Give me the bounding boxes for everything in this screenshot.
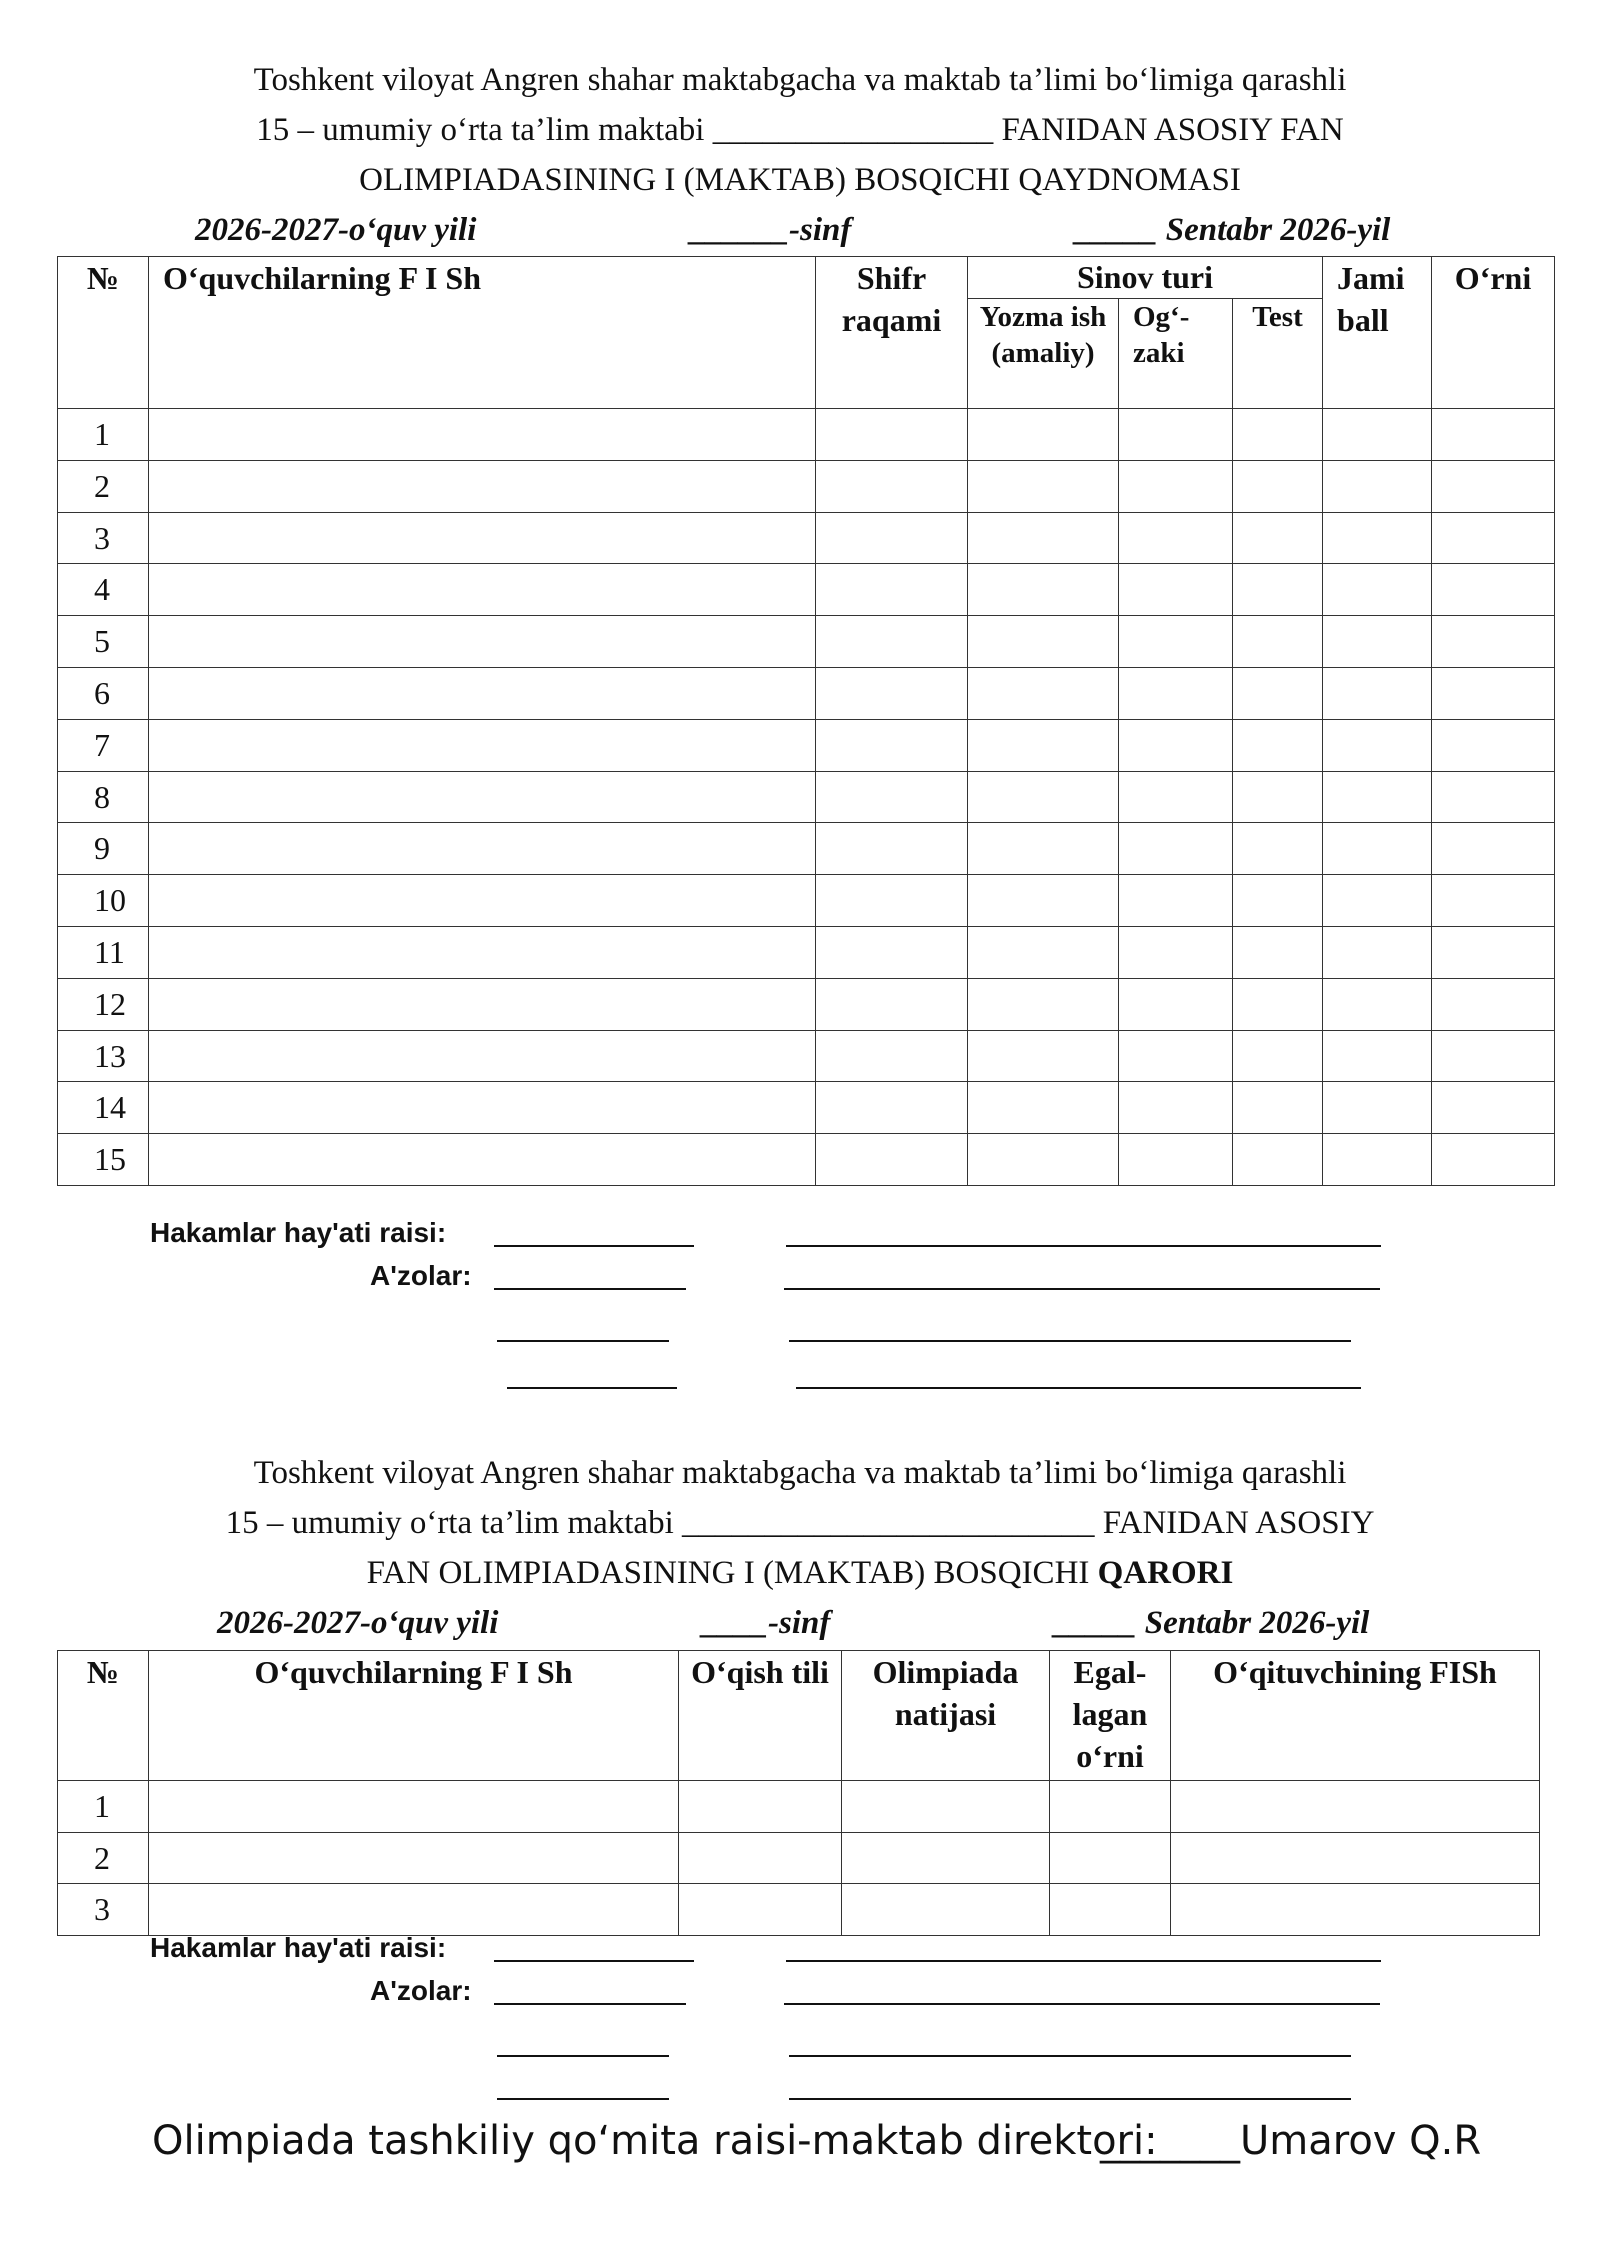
doc2-jury-chair-label: Hakamlar hay'ati raisi: bbox=[150, 1932, 447, 1963]
table-cell[interactable] bbox=[1119, 616, 1233, 668]
table-cell[interactable] bbox=[1432, 460, 1555, 512]
table-cell[interactable] bbox=[1432, 512, 1555, 564]
doc1-member1-sign-line bbox=[494, 1288, 686, 1290]
table-cell[interactable] bbox=[1233, 771, 1323, 823]
table-cell[interactable] bbox=[1233, 1134, 1323, 1186]
table-cell[interactable] bbox=[1119, 771, 1233, 823]
table-cell[interactable] bbox=[1119, 409, 1233, 461]
table-row bbox=[58, 771, 1555, 823]
table-row bbox=[58, 719, 1555, 771]
table-cell[interactable] bbox=[149, 926, 816, 978]
table-cell[interactable] bbox=[1119, 875, 1233, 927]
table-cell[interactable] bbox=[1432, 409, 1555, 461]
table-row bbox=[58, 616, 1555, 668]
table-row bbox=[58, 667, 1555, 719]
doc2-member2-name-line bbox=[789, 2055, 1351, 2057]
col-header-place: O‘rni bbox=[1432, 257, 1555, 409]
doc2-header-line2: 15 – umumiy o‘rta ta’lim maktabi _________________________ FANIDAN ASOSIY bbox=[225, 1505, 1375, 1541]
table-cell[interactable] bbox=[1323, 926, 1432, 978]
table-cell[interactable] bbox=[816, 1082, 968, 1134]
table-row bbox=[58, 926, 1555, 978]
table-cell[interactable] bbox=[149, 667, 816, 719]
table-cell[interactable] bbox=[1323, 978, 1432, 1030]
row-number: 2 bbox=[58, 460, 149, 512]
table-cell[interactable] bbox=[1323, 771, 1432, 823]
doc1-date: _____ Sentabr 2026-yil bbox=[1075, 212, 1391, 248]
row-number: 1 bbox=[58, 409, 149, 461]
table-cell[interactable] bbox=[1119, 978, 1233, 1030]
doc2-header-line3 bbox=[0, 1548, 1600, 1598]
row-number: 6 bbox=[58, 667, 149, 719]
table-cell[interactable] bbox=[842, 1781, 1050, 1833]
table-cell[interactable] bbox=[816, 771, 968, 823]
table-cell[interactable] bbox=[1171, 1832, 1540, 1884]
row-number: 7 bbox=[58, 719, 149, 771]
table-cell[interactable] bbox=[816, 978, 968, 1030]
row-number: 10 bbox=[58, 875, 149, 927]
row-number: 13 bbox=[58, 1030, 149, 1082]
table-cell[interactable] bbox=[968, 564, 1119, 616]
table-cell[interactable] bbox=[679, 1781, 842, 1833]
table-cell[interactable] bbox=[149, 409, 816, 461]
table-cell[interactable] bbox=[149, 1134, 816, 1186]
col-header-no: № bbox=[58, 1651, 149, 1781]
doc1-header-line3: OLIMPIADASINING I (MAKTAB) BOSQICHI QAYDNOMASI bbox=[359, 162, 1241, 198]
table-cell[interactable] bbox=[968, 1134, 1119, 1186]
table-cell[interactable] bbox=[1233, 823, 1323, 875]
table-cell[interactable] bbox=[968, 667, 1119, 719]
col-header-result: Olimpiada natijasi bbox=[842, 1651, 1050, 1781]
table-cell[interactable] bbox=[1233, 512, 1323, 564]
table-cell[interactable] bbox=[1119, 926, 1233, 978]
col-header-test: Test bbox=[1233, 299, 1323, 409]
table-cell[interactable] bbox=[149, 978, 816, 1030]
table-cell[interactable] bbox=[816, 926, 968, 978]
table-cell[interactable] bbox=[816, 512, 968, 564]
table-cell[interactable] bbox=[149, 771, 816, 823]
table-cell[interactable] bbox=[1432, 719, 1555, 771]
table-cell[interactable] bbox=[1233, 719, 1323, 771]
doc1-table bbox=[57, 256, 1555, 1186]
table-cell[interactable] bbox=[149, 512, 816, 564]
table-cell[interactable] bbox=[968, 926, 1119, 978]
table-row bbox=[58, 1832, 1540, 1884]
table-cell[interactable] bbox=[1323, 460, 1432, 512]
doc2-class: ____-sinf bbox=[702, 1605, 831, 1641]
table-cell[interactable] bbox=[1432, 978, 1555, 1030]
table-cell[interactable] bbox=[149, 460, 816, 512]
table-cell[interactable] bbox=[1119, 460, 1233, 512]
table-row bbox=[58, 1884, 1540, 1936]
table-cell[interactable] bbox=[1050, 1884, 1171, 1936]
table-cell[interactable] bbox=[1323, 616, 1432, 668]
table-cell[interactable] bbox=[816, 460, 968, 512]
col-header-written: Yozma ish (amaliy) bbox=[968, 299, 1119, 409]
table-row bbox=[58, 512, 1555, 564]
table-cell[interactable] bbox=[1432, 926, 1555, 978]
row-number: 14 bbox=[58, 1082, 149, 1134]
doc1-member2-name-line bbox=[789, 1340, 1351, 1342]
doc2-date: _____ Sentabr 2026-yil bbox=[1054, 1605, 1370, 1641]
table-cell[interactable] bbox=[816, 875, 968, 927]
table-cell[interactable] bbox=[1432, 875, 1555, 927]
doc2-table bbox=[57, 1650, 1540, 1936]
doc1-member1-name-line bbox=[784, 1288, 1380, 1290]
table-cell[interactable] bbox=[1119, 1030, 1233, 1082]
table-cell[interactable] bbox=[1171, 1781, 1540, 1833]
doc1-header-line1: Toshkent viloyat Angren shahar maktabgacha va maktab ta’limi bo‘limiga qarashli bbox=[253, 62, 1347, 98]
table-cell[interactable] bbox=[1432, 1134, 1555, 1186]
footer-director-name: _______Umarov Q.R bbox=[1100, 2118, 1482, 2164]
doc2-chair-sign-line bbox=[494, 1960, 694, 1962]
row-number: 15 bbox=[58, 1134, 149, 1186]
table-cell[interactable] bbox=[968, 823, 1119, 875]
row-number: 9 bbox=[58, 823, 149, 875]
table-cell[interactable] bbox=[968, 719, 1119, 771]
table-cell[interactable] bbox=[1323, 1134, 1432, 1186]
table-cell[interactable] bbox=[149, 1832, 679, 1884]
table-cell[interactable] bbox=[1323, 1082, 1432, 1134]
col-header-code: Shifr raqami bbox=[816, 257, 968, 409]
table-cell[interactable] bbox=[968, 978, 1119, 1030]
doc2-year: 2026-2027-o‘quv yili bbox=[217, 1605, 499, 1641]
table-cell[interactable] bbox=[1233, 978, 1323, 1030]
doc2-member2-sign-line bbox=[497, 2055, 669, 2057]
doc1-chair-name-line bbox=[786, 1245, 1381, 1247]
table-row bbox=[58, 409, 1555, 461]
doc1-jury-chair-label: Hakamlar hay'ati raisi: bbox=[150, 1217, 447, 1248]
table-cell[interactable] bbox=[1323, 875, 1432, 927]
row-number: 2 bbox=[58, 1832, 149, 1884]
table-cell[interactable] bbox=[968, 616, 1119, 668]
table-row bbox=[58, 564, 1555, 616]
doc2-chair-name-line bbox=[786, 1960, 1381, 1962]
table-row bbox=[58, 875, 1555, 927]
table-cell[interactable] bbox=[149, 1030, 816, 1082]
table-cell[interactable] bbox=[968, 460, 1119, 512]
table-cell[interactable] bbox=[1119, 1134, 1233, 1186]
doc1-member3-name-line bbox=[796, 1387, 1361, 1389]
row-number: 12 bbox=[58, 978, 149, 1030]
table-cell[interactable] bbox=[149, 823, 816, 875]
doc2-member3-sign-line bbox=[497, 2098, 669, 2100]
row-number: 11 bbox=[58, 926, 149, 978]
col-header-place: Egal-lagan o‘rni bbox=[1050, 1651, 1171, 1781]
table-cell[interactable] bbox=[1323, 409, 1432, 461]
doc1-header-line2: 15 – umumiy o‘rta ta’lim maktabi _________________ FANIDAN ASOSIY FAN bbox=[256, 112, 1344, 148]
table-cell[interactable] bbox=[842, 1884, 1050, 1936]
table-cell[interactable] bbox=[1050, 1781, 1171, 1833]
table-cell[interactable] bbox=[1233, 460, 1323, 512]
table-row bbox=[58, 1781, 1540, 1833]
table-cell[interactable] bbox=[842, 1832, 1050, 1884]
table-row bbox=[58, 460, 1555, 512]
table-cell[interactable] bbox=[149, 719, 816, 771]
table-cell[interactable] bbox=[816, 616, 968, 668]
doc2-members-label: A'zolar: bbox=[370, 1975, 472, 2006]
doc1-members-label: A'zolar: bbox=[370, 1260, 472, 1291]
doc2-header-line3-text: FAN OLIMPIADASINING I (MAKTAB) BOSQICHI bbox=[366, 1555, 1098, 1591]
doc1-year: 2026-2027-o‘quv yili bbox=[195, 212, 477, 248]
table-cell[interactable] bbox=[1119, 564, 1233, 616]
doc2-header-line1: Toshkent viloyat Angren shahar maktabgacha va maktab ta’limi bo‘limiga qarashli bbox=[253, 1455, 1347, 1491]
table-cell[interactable] bbox=[1432, 1082, 1555, 1134]
table-cell[interactable] bbox=[1119, 667, 1233, 719]
table-row bbox=[58, 1030, 1555, 1082]
row-number: 4 bbox=[58, 564, 149, 616]
col-header-total: Jami ball bbox=[1323, 257, 1432, 409]
table-cell[interactable] bbox=[1323, 564, 1432, 616]
col-header-teacher: O‘qituvchining FISh bbox=[1171, 1651, 1540, 1781]
table-cell[interactable] bbox=[149, 564, 816, 616]
table-cell[interactable] bbox=[1233, 875, 1323, 927]
table-cell[interactable] bbox=[1233, 616, 1323, 668]
table-cell[interactable] bbox=[1171, 1884, 1540, 1936]
table-cell[interactable] bbox=[1233, 667, 1323, 719]
table-cell[interactable] bbox=[1233, 926, 1323, 978]
table-cell[interactable] bbox=[968, 771, 1119, 823]
row-number: 8 bbox=[58, 771, 149, 823]
table-cell[interactable] bbox=[1432, 667, 1555, 719]
table-cell[interactable] bbox=[1432, 564, 1555, 616]
table-cell[interactable] bbox=[816, 719, 968, 771]
table-cell[interactable] bbox=[1323, 719, 1432, 771]
doc1-member2-sign-line bbox=[497, 1340, 669, 1342]
row-number: 5 bbox=[58, 616, 149, 668]
table-cell[interactable] bbox=[816, 1134, 968, 1186]
doc2-member1-name-line bbox=[784, 2003, 1380, 2005]
doc2-member3-name-line bbox=[789, 2098, 1351, 2100]
table-cell[interactable] bbox=[968, 409, 1119, 461]
table-cell[interactable] bbox=[1323, 667, 1432, 719]
table-cell[interactable] bbox=[968, 512, 1119, 564]
row-number: 1 bbox=[58, 1781, 149, 1833]
row-number: 3 bbox=[58, 512, 149, 564]
col-header-test-type: Sinov turi bbox=[968, 257, 1323, 299]
table-cell[interactable] bbox=[1233, 1030, 1323, 1082]
table-row bbox=[58, 1082, 1555, 1134]
table-row bbox=[58, 1134, 1555, 1186]
table-cell[interactable] bbox=[1323, 1030, 1432, 1082]
table-cell[interactable] bbox=[1233, 409, 1323, 461]
table-cell[interactable] bbox=[816, 409, 968, 461]
table-cell[interactable] bbox=[149, 875, 816, 927]
col-header-language: O‘qish tili bbox=[679, 1651, 842, 1781]
table-cell[interactable] bbox=[1119, 719, 1233, 771]
table-cell[interactable] bbox=[1432, 771, 1555, 823]
col-header-name: O‘quvchilarning F I Sh bbox=[149, 1651, 679, 1781]
table-cell[interactable] bbox=[679, 1884, 842, 1936]
table-cell[interactable] bbox=[1233, 1082, 1323, 1134]
table-cell[interactable] bbox=[968, 875, 1119, 927]
doc1-class: ______-sinf bbox=[690, 212, 852, 248]
col-header-name: O‘quvchilarning F I Sh bbox=[149, 257, 816, 409]
doc1-member3-sign-line bbox=[507, 1387, 677, 1389]
table-row bbox=[58, 823, 1555, 875]
table-cell[interactable] bbox=[1432, 1030, 1555, 1082]
table-row bbox=[58, 978, 1555, 1030]
table-cell[interactable] bbox=[149, 1884, 679, 1936]
table-cell[interactable] bbox=[816, 823, 968, 875]
table-cell[interactable] bbox=[816, 1030, 968, 1082]
table-cell[interactable] bbox=[1323, 823, 1432, 875]
row-number: 3 bbox=[58, 1884, 149, 1936]
table-cell[interactable] bbox=[1050, 1832, 1171, 1884]
doc2-member1-sign-line bbox=[494, 2003, 686, 2005]
table-cell[interactable] bbox=[1119, 512, 1233, 564]
table-cell[interactable] bbox=[1432, 616, 1555, 668]
table-cell[interactable] bbox=[816, 564, 968, 616]
doc1-chair-sign-line bbox=[494, 1245, 694, 1247]
table-cell[interactable] bbox=[1323, 512, 1432, 564]
col-header-no: № bbox=[58, 257, 149, 409]
footer-director-label: Olimpiada tashkiliy qo‘mita raisi-maktab direktori: bbox=[152, 2118, 1158, 2164]
table-cell[interactable] bbox=[1432, 823, 1555, 875]
table-cell[interactable] bbox=[968, 1082, 1119, 1134]
table-cell[interactable] bbox=[1119, 823, 1233, 875]
table-cell[interactable] bbox=[149, 616, 816, 668]
table-cell[interactable] bbox=[1233, 564, 1323, 616]
table-cell[interactable] bbox=[149, 1082, 816, 1134]
col-header-oral: Og‘-zaki bbox=[1119, 299, 1233, 409]
table-cell[interactable] bbox=[679, 1832, 842, 1884]
table-cell[interactable] bbox=[968, 1030, 1119, 1082]
doc2-header-decision: QARORI bbox=[1097, 1555, 1234, 1591]
table-cell[interactable] bbox=[816, 667, 968, 719]
table-cell[interactable] bbox=[1119, 1082, 1233, 1134]
table-cell[interactable] bbox=[149, 1781, 679, 1833]
